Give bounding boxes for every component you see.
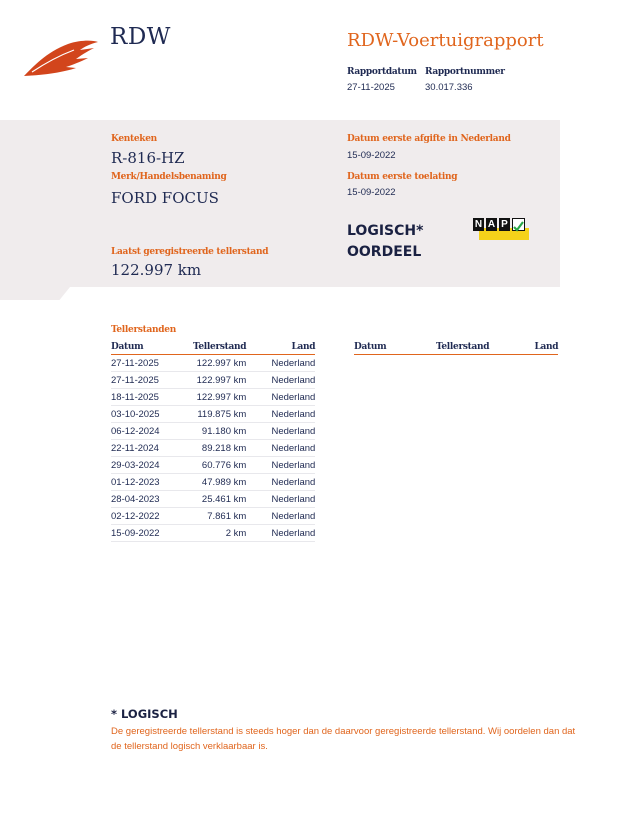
cell-land: Nederland [246,355,315,372]
table-row [111,372,315,389]
check-icon [512,218,525,231]
cell-date: 27-11-2025 [111,372,193,389]
verdict-line-2: OORDEEL [347,244,422,260]
cell-land: Nederland [246,491,315,508]
first-admission-value: 15-09-2022 [347,187,396,198]
readings-section-label: Tellerstanden [111,325,176,335]
nap-letter-n: N [474,219,483,230]
report-date-label: Rapportdatum [347,67,417,77]
cell-date: 01-12-2023 [111,474,193,491]
table-row [111,423,315,440]
table-row [111,525,315,542]
cell-land: Nederland [246,389,315,406]
col-km-header-2: Tellerstand [436,340,489,355]
cell-km: 122.997 km [193,372,246,389]
cell-land: Nederland [246,508,315,525]
cell-km: 60.776 km [193,457,246,474]
report-number-label: Rapportnummer [425,67,505,77]
cell-date: 27-11-2025 [111,355,193,372]
cell-date: 15-09-2022 [111,525,193,542]
brand-name: RDW [110,24,171,50]
cell-date: 18-11-2025 [111,389,193,406]
cell-km: 25.461 km [193,491,246,508]
cell-date: 28-04-2023 [111,491,193,508]
cell-km: 91.180 km [193,423,246,440]
nap-letter-a: A [487,219,496,230]
rdw-logo-icon [24,38,100,78]
cell-km: 89.218 km [193,440,246,457]
col-km-header: Tellerstand [193,340,246,355]
cell-land: Nederland [246,474,315,491]
readings-table [111,340,315,542]
panel-tail [0,287,70,300]
readings-table-continued [354,340,558,355]
table-row [111,389,315,406]
first-admission-label: Datum eerste toelating [347,172,458,182]
cell-km: 7.861 km [193,508,246,525]
cell-land: Nederland [246,440,315,457]
plate-label: Kenteken [111,134,157,144]
vehicle-summary-panel [0,120,560,287]
table-row [111,440,315,457]
table-row [111,474,315,491]
cell-land: Nederland [246,423,315,440]
cell-date: 22-11-2024 [111,440,193,457]
make-label: Merk/Handelsbenaming [111,172,227,182]
report-number: 30.017.336 [425,82,473,93]
verdict-text [347,221,423,263]
verdict-line-1: LOGISCH* [347,223,424,239]
last-reading-label: Laatst geregistreerde tellerstand [111,247,269,257]
cell-land: Nederland [246,372,315,389]
col-land-header: Land [246,340,315,355]
cell-land: Nederland [246,525,315,542]
cell-km: 122.997 km [193,389,246,406]
cell-date: 03-10-2025 [111,406,193,423]
cell-km: 122.997 km [193,355,246,372]
footnote-title: * LOGISCH [111,707,178,721]
cell-date: 06-12-2024 [111,423,193,440]
report-date: 27-11-2025 [347,82,395,93]
col-date-header: Datum [111,340,193,355]
cell-km: 2 km [193,525,246,542]
cell-land: Nederland [246,457,315,474]
table-row [111,355,315,372]
cell-km: 119.875 km [193,406,246,423]
cell-km: 47.989 km [193,474,246,491]
first-issue-label: Datum eerste afgifte in Nederland [347,134,511,144]
report-title: RDW-Voertuigrapport [347,30,544,51]
make-value: FORD FOCUS [111,189,219,207]
plate-value: R-816-HZ [111,149,185,167]
first-issue-value: 15-09-2022 [347,150,396,161]
cell-land: Nederland [246,406,315,423]
table-row [111,457,315,474]
nap-badge [473,218,529,241]
nap-letter-p: P [499,218,510,231]
col-date-header-2: Datum [354,340,436,355]
table-row [111,406,315,423]
table-row [111,491,315,508]
table-row [111,508,315,525]
last-reading-value: 122.997 km [111,261,202,279]
cell-date: 02-12-2022 [111,508,193,525]
cell-date: 29-03-2024 [111,457,193,474]
footnote-text: De geregistreerde tellerstand is steeds hoger dan de daarvoor geregistreerde tellerstand. Wij oordelen dan dat de tellerstand logisch verklaarbaar is. [111,726,576,752]
col-land-header-2: Land [489,340,558,355]
